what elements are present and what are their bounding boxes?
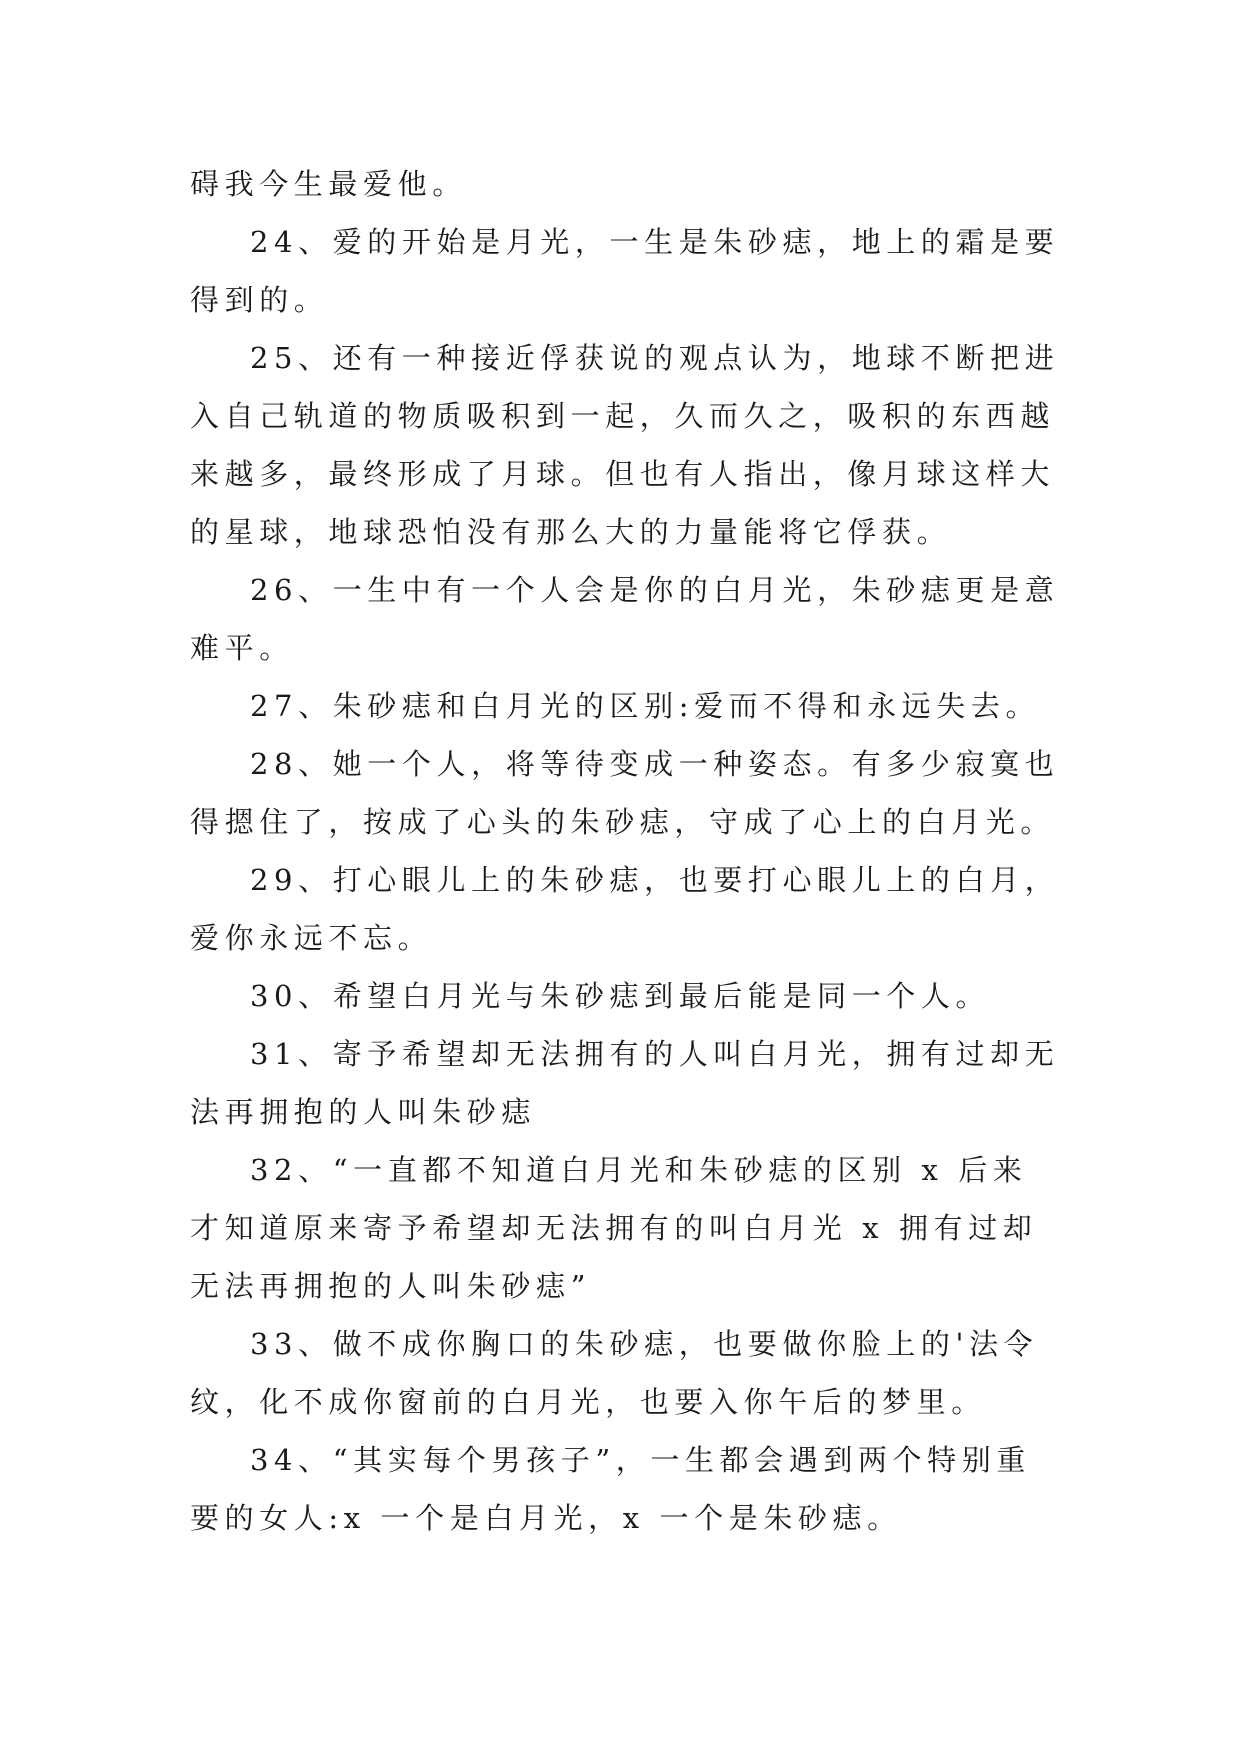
paragraph-33: 33、做不成你胸口的朱砂痣，也要做你脸上的'法令纹，化不成你窗前的白月光，也要入你午后的梦里。 — [190, 1327, 1039, 1419]
paragraph-25: 25、还有一种接近俘获说的观点认为，地球不断把进入自己轨道的物质吸积到一起，久而久之，吸积的东西越来越多，最终形成了月球。但也有人指出，像月球这样大的星球，地球恐怕没有那么大的力量能将它俘获。 — [190, 341, 1060, 549]
paragraph-29: 29、打心眼儿上的朱砂痣，也要打心眼儿上的白月，爱你永远不忘。 — [190, 863, 1060, 955]
paragraph-28: 28、她一个人，将等待变成一种姿态。有多少寂寞也得摁住了，按成了心头的朱砂痣，守成了心上的白月光。 — [190, 747, 1060, 839]
paragraph-continuation: 碍我今生最爱他。 — [190, 167, 467, 201]
paragraph-31: 31、寄予希望却无法拥有的人叫白月光，拥有过却无法再拥抱的人叫朱砂痣 — [190, 1037, 1060, 1129]
paragraph-27: 27、朱砂痣和白月光的区别:爱而不得和永远失去。 — [250, 689, 1041, 723]
paragraph-26: 26、一生中有一个人会是你的白月光，朱砂痣更是意难平。 — [190, 573, 1060, 665]
paragraph-30: 30、希望白月光与朱砂痣到最后能是同一个人。 — [250, 979, 991, 1013]
paragraph-34: 34、“其实每个男孩子”，一生都会遇到两个特别重要的女人:x 一个是白月光，x 一个是朱砂痣。 — [190, 1443, 1031, 1535]
paragraph-32: 32、“一直都不知道白月光和朱砂痣的区别 x 后来才知道原来寄予希望却无法拥有的叫白月光 x 拥有过却无法再拥抱的人叫朱砂痣” — [190, 1153, 1038, 1303]
paragraph-24: 24、爱的开始是月光，一生是朱砂痣，地上的霜是要得到的。 — [190, 225, 1060, 317]
document-body — [190, 155, 1060, 1547]
